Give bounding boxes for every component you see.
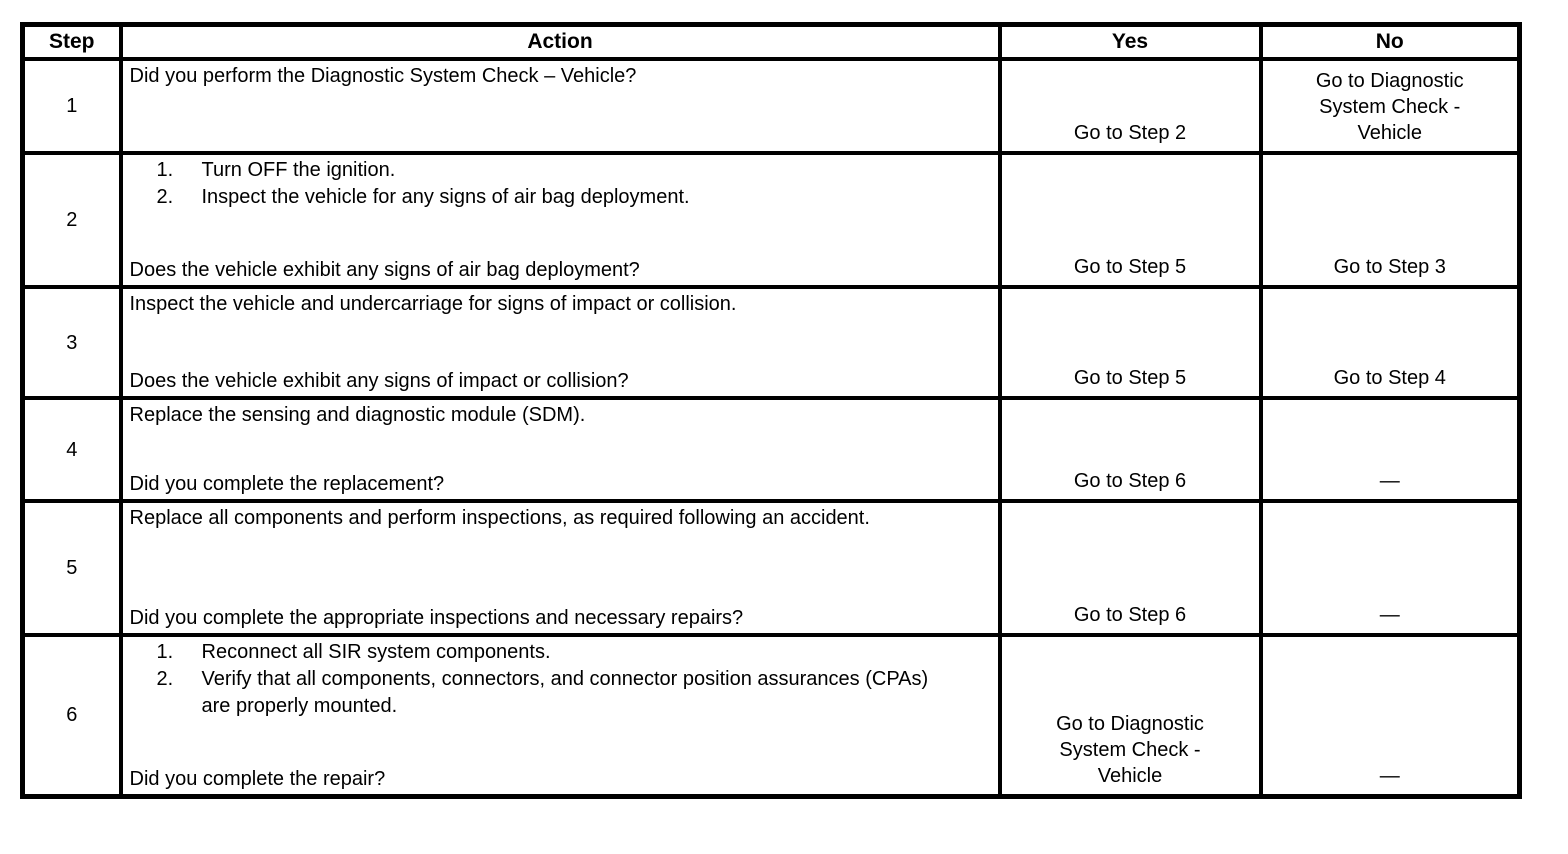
list-text: Verify that all components, connectors, and connector position assurances (CPAs) are properly mounted. [201, 668, 929, 717]
action-cell [121, 398, 1000, 501]
column-header-action: Action [121, 25, 1000, 60]
action-question: Does the vehicle exhibit any signs of air bag deployment? [129, 259, 640, 281]
list-item [130, 666, 948, 720]
step-number-cell: 5 [23, 501, 121, 635]
list-number: 2. [156, 668, 174, 690]
no-cell: Go to Step 4 [1261, 287, 1520, 398]
action-cell [121, 501, 1000, 635]
step-number-cell: 6 [23, 635, 121, 796]
action-question: Does the vehicle exhibit any signs of impact or collision? [129, 370, 629, 392]
diagnostic-procedure-table-wrap [20, 22, 1522, 799]
action-paragraph: Replace the sensing and diagnostic module (SDM). [129, 404, 586, 426]
column-header-step: Step [23, 25, 121, 60]
no-cell: Go to Step 3 [1261, 153, 1520, 287]
action-list [130, 157, 948, 211]
action-question: Did you complete the replacement? [129, 473, 445, 495]
action-cell [121, 153, 1000, 287]
list-number: 1. [156, 159, 174, 181]
step-number-cell: 4 [23, 398, 121, 501]
action-question: Did you complete the appropriate inspections and necessary repairs? [129, 607, 744, 629]
no-cell: — [1261, 635, 1520, 796]
list-text: Reconnect all SIR system components. [201, 641, 551, 663]
list-item [130, 157, 948, 184]
action-list [130, 639, 948, 720]
action-cell [121, 635, 1000, 796]
list-number: 1. [156, 641, 174, 663]
action-cell [121, 287, 1000, 398]
list-number: 2. [156, 186, 174, 208]
yes-cell: Go to Diagnostic System Check - Vehicle [1000, 635, 1261, 796]
table-row [23, 153, 1520, 287]
table-row [23, 59, 1520, 153]
column-header-yes: Yes [1000, 25, 1261, 60]
table-row [23, 635, 1520, 796]
step-number-cell: 1 [23, 59, 121, 153]
list-item [130, 184, 948, 211]
table-row [23, 501, 1520, 635]
action-cell [121, 59, 1000, 153]
action-paragraph: Replace all components and perform inspections, as required following an accident. [129, 507, 870, 529]
step-number-cell: 3 [23, 287, 121, 398]
no-cell: — [1261, 398, 1520, 501]
column-header-no: No [1261, 25, 1520, 60]
list-text: Turn OFF the ignition. [201, 159, 396, 181]
yes-cell: Go to Step 5 [1000, 153, 1261, 287]
yes-cell: Go to Step 2 [1000, 59, 1261, 153]
action-question: Did you complete the repair? [129, 767, 386, 790]
step-number-cell: 2 [23, 153, 121, 287]
no-cell: Go to Diagnostic System Check - Vehicle [1261, 59, 1520, 153]
action-paragraph: Inspect the vehicle and undercarriage for signs of impact or collision. [129, 293, 737, 315]
diagnostic-procedure-table [20, 22, 1522, 799]
no-cell: — [1261, 501, 1520, 635]
action-paragraph: Did you perform the Diagnostic System Check – Vehicle? [129, 65, 637, 87]
list-item [130, 639, 948, 666]
yes-cell: Go to Step 5 [1000, 287, 1261, 398]
table-header-row [23, 25, 1520, 60]
table-row [23, 287, 1520, 398]
list-text: Inspect the vehicle for any signs of air bag deployment. [201, 186, 690, 208]
table-row [23, 398, 1520, 501]
yes-cell: Go to Step 6 [1000, 398, 1261, 501]
yes-cell: Go to Step 6 [1000, 501, 1261, 635]
